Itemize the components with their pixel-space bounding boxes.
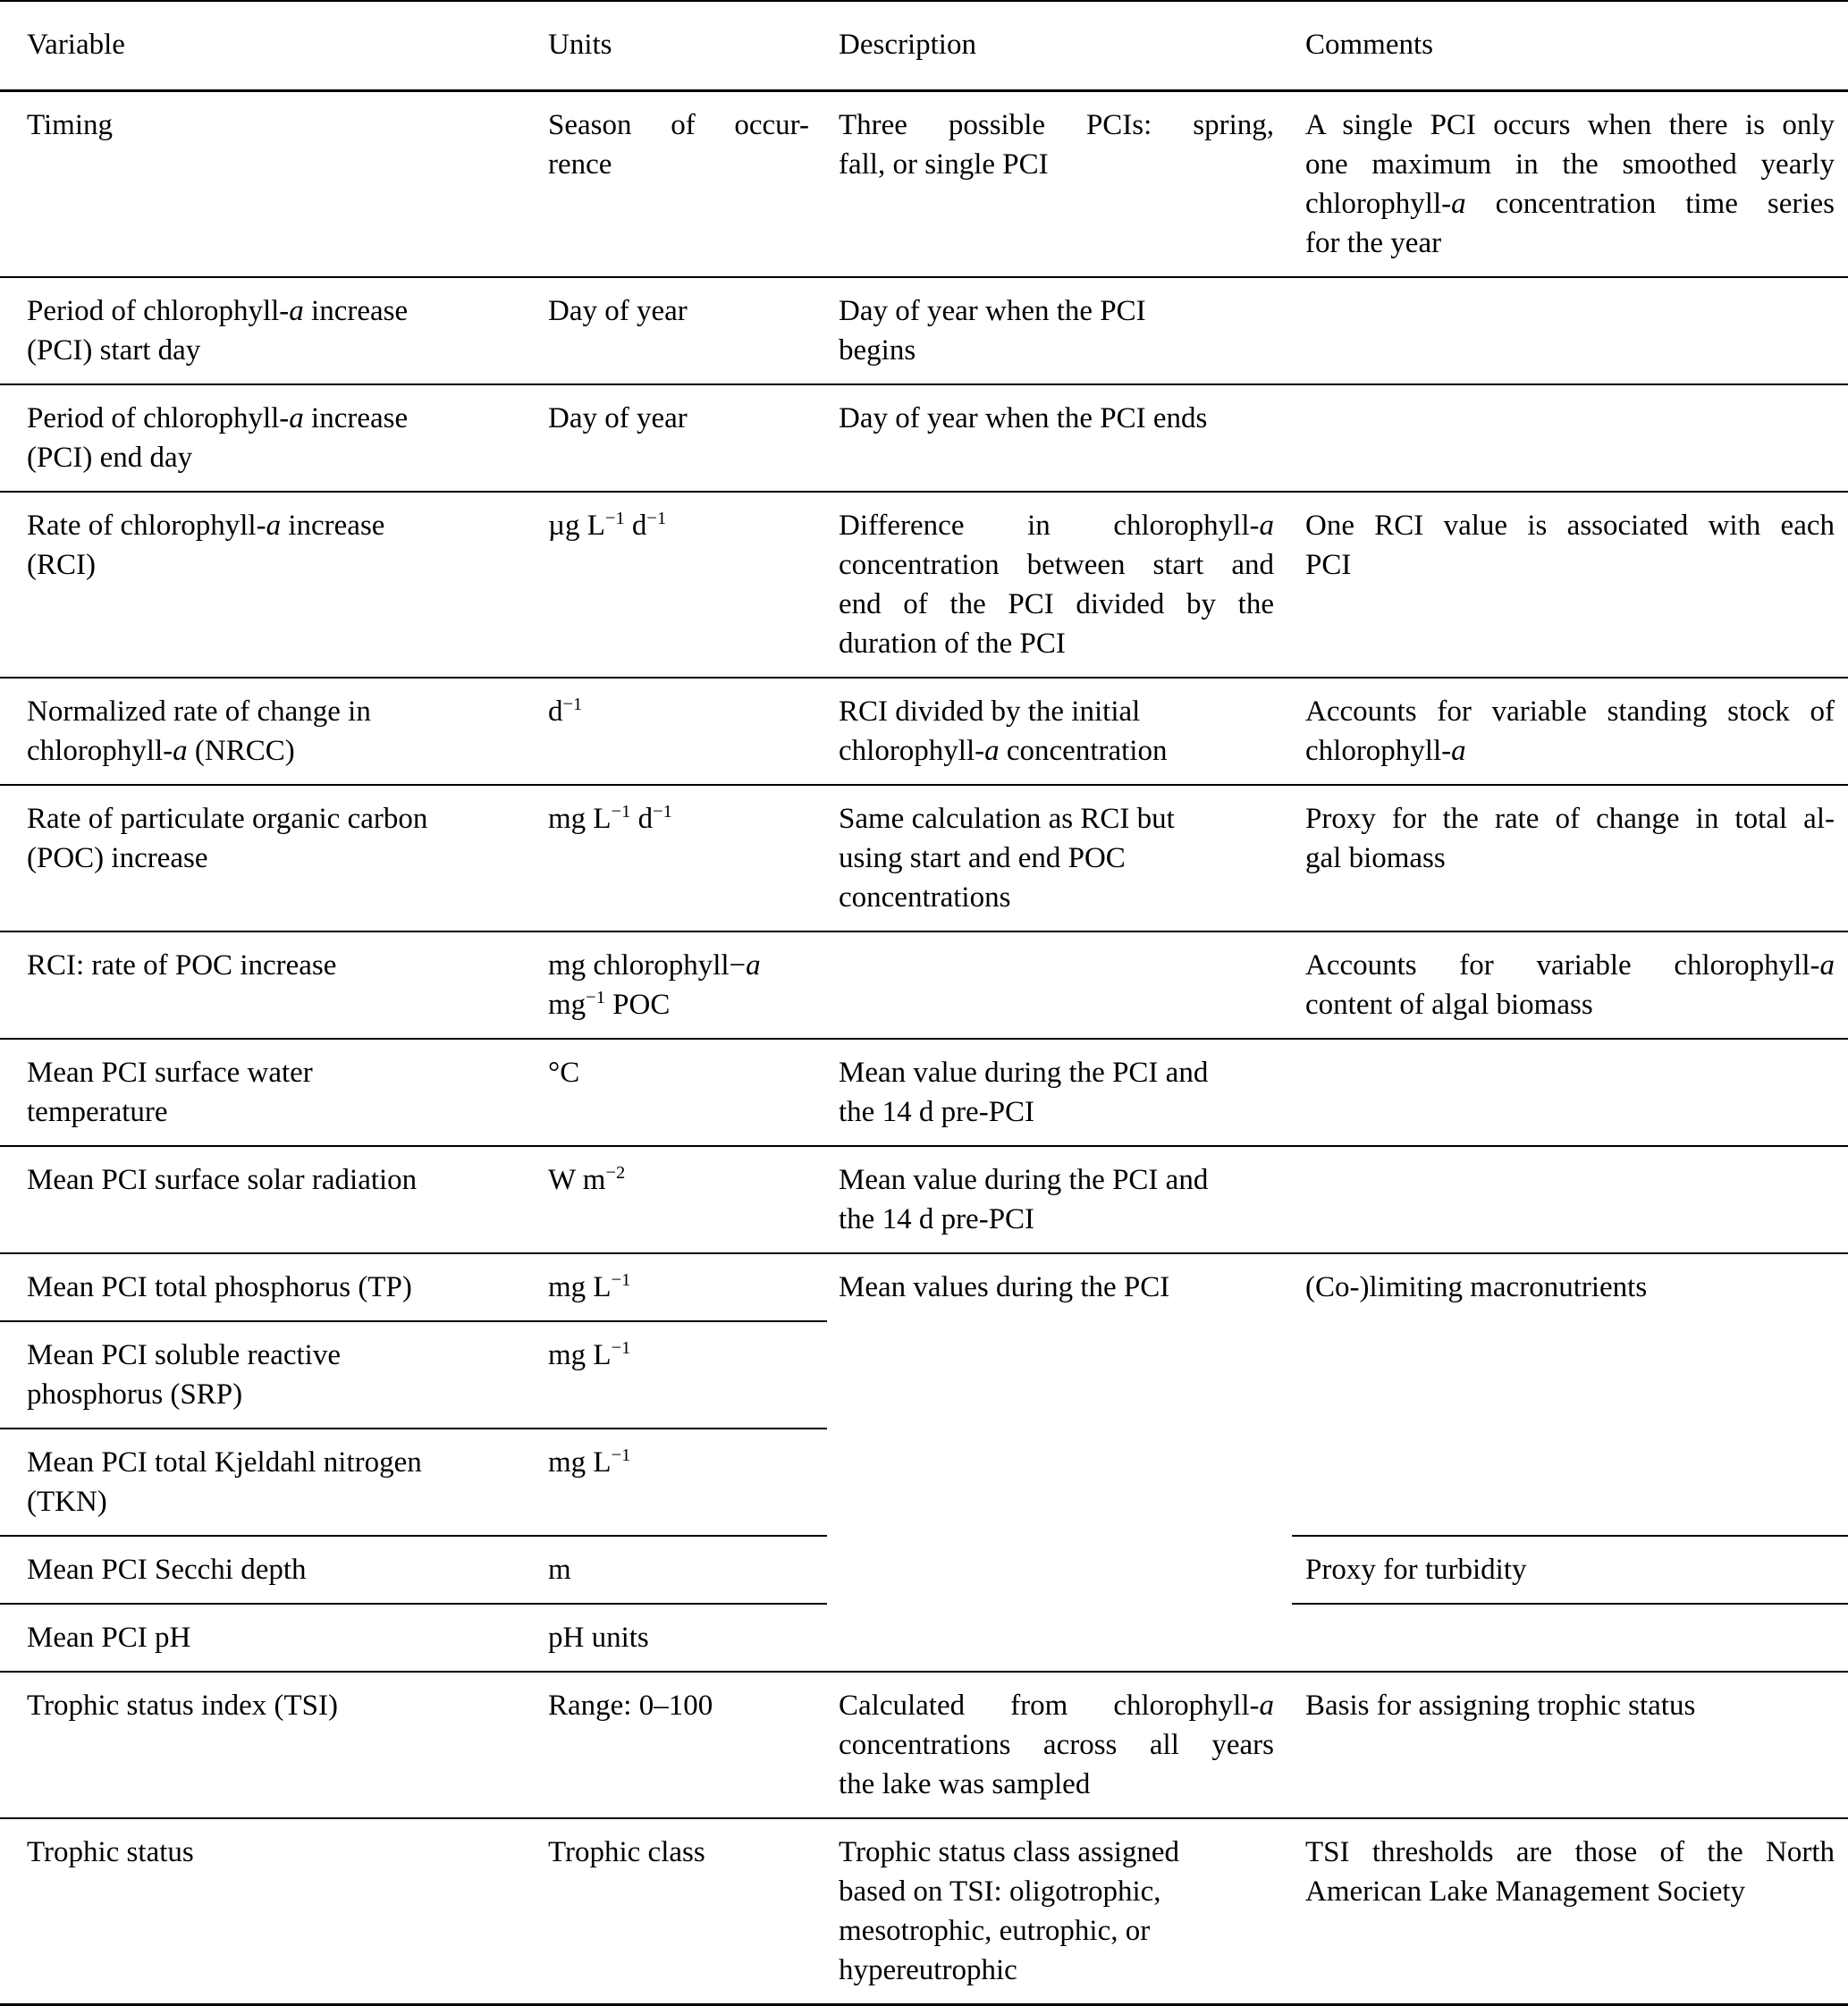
cell-units: $d^{-1}$ bbox=[536, 678, 827, 785]
cell-units: m bbox=[536, 1536, 827, 1604]
cell-variable: Trophic status index (TSI) bbox=[0, 1672, 536, 1818]
cell-comments bbox=[1292, 1604, 1848, 1672]
cell-comments: TSI thresholds are those of the North American Lake Management Society bbox=[1305, 1836, 1835, 1908]
cell-variable: Rate of chlorophyll-a increase (RCI) bbox=[0, 492, 536, 678]
cell-units: mg $L^{-1}$ $d^{-1}$ bbox=[536, 785, 827, 931]
cell-variable: Mean PCI Secchi depth bbox=[0, 1536, 536, 1604]
cell-description: Three possible PCIs: spring, fall, or single PCI bbox=[827, 91, 1292, 278]
cell-variable: RCI: rate of POC increase bbox=[0, 931, 536, 1039]
cell-comments: Accounts for variable standing stock of chlorophyll-a bbox=[1292, 678, 1848, 785]
cell-variable: Period of chlorophyll-a increase (PCI) start day bbox=[0, 277, 536, 384]
row-solar-radiation bbox=[0, 1146, 1848, 1253]
row-rci bbox=[0, 492, 1848, 678]
cell-description: Day of year when the PCI ends bbox=[827, 384, 1292, 492]
cell-variable: Mean PCI pH bbox=[0, 1604, 536, 1672]
cell-description: RCI divided by the initial chlorophyll-a concentration bbox=[827, 678, 1292, 785]
cell-description-merged: Mean values during the PCI bbox=[827, 1253, 1292, 1672]
cell-comments bbox=[1292, 277, 1848, 384]
cell-variable: Timing bbox=[0, 91, 536, 278]
header-row bbox=[0, 1, 1848, 91]
cell-variable: Period of chlorophyll-a increase (PCI) end day bbox=[0, 384, 536, 492]
row-pci-end-day bbox=[0, 384, 1848, 492]
column-header-units: Units bbox=[536, 1, 827, 91]
cell-units: mg chlorophyll−a $mg^{-1}$ POC bbox=[536, 931, 827, 1039]
cell-units: °C bbox=[536, 1039, 827, 1146]
cell-comments bbox=[1292, 384, 1848, 492]
row-nrcc bbox=[0, 678, 1848, 785]
cell-variable: Mean PCI soluble reactive phosphorus (SRP) bbox=[0, 1321, 536, 1429]
cell-units: Range: 0–100 bbox=[536, 1672, 827, 1818]
row-poc-increase bbox=[0, 785, 1848, 931]
row-water-temperature bbox=[0, 1039, 1848, 1146]
cell-variable: Mean PCI total Kjeldahl nitrogen (TKN) bbox=[0, 1429, 536, 1536]
cell-variable: Mean PCI surface solar radiation bbox=[0, 1146, 536, 1253]
cell-units: W $m^{-2}$ bbox=[536, 1146, 827, 1253]
cell-variable: Normalized rate of change in chlorophyll-a (NRCC) bbox=[0, 678, 536, 785]
row-tsi bbox=[0, 1672, 1848, 1818]
column-header-variable: Variable bbox=[0, 1, 536, 91]
row-rci-poc-ratio bbox=[0, 931, 1848, 1039]
cell-units: mg $L^{-1}$ bbox=[536, 1253, 827, 1321]
cell-variable: Mean PCI total phosphorus (TP) bbox=[0, 1253, 536, 1321]
cell-variable: Mean PCI surface water temperature bbox=[0, 1039, 536, 1146]
cell-units: mg $L^{-1}$ bbox=[536, 1321, 827, 1429]
cell-units: Day of year bbox=[536, 384, 827, 492]
cell-comments bbox=[1292, 1039, 1848, 1146]
cell-description: Day of year when the PCI begins bbox=[827, 277, 1292, 384]
column-header-comments: Comments bbox=[1292, 1, 1848, 91]
cell-comments: One RCI value is associated with each PCI bbox=[1292, 492, 1848, 678]
cell-units: µg $L^{-1}$ $d^{-1}$ bbox=[536, 492, 827, 678]
cell-description: Mean value during the PCI and the 14 d pre-PCI bbox=[827, 1146, 1292, 1253]
cell-description bbox=[827, 931, 1292, 1039]
cell-comments bbox=[1292, 1146, 1848, 1253]
cell-comments: Proxy for turbidity bbox=[1292, 1536, 1848, 1604]
cell-comments: Basis for assigning trophic status bbox=[1292, 1672, 1848, 1818]
cell-units: Trophic class bbox=[548, 1836, 705, 1868]
cell-comments-merged: (Co-)limiting macronutrients bbox=[1292, 1253, 1848, 1536]
cell-description: Difference in chlorophyll-a concentration between start and end of the PCI divided by the duration of the PCI bbox=[827, 492, 1292, 678]
cell-comments: Accounts for variable chlorophyll-a content of algal biomass bbox=[1292, 931, 1848, 1039]
cell-units: pH units bbox=[536, 1604, 827, 1672]
cell-description: Calculated from chlorophyll-a concentrations across all years the lake was sampled bbox=[827, 1672, 1292, 1818]
row-total-phosphorus bbox=[0, 1253, 1848, 1321]
cell-variable: Trophic status bbox=[27, 1836, 194, 1868]
cell-comments: A single PCI occurs when there is only one maximum in the smoothed yearly chlorophyll-a concentration time series for the year bbox=[1292, 91, 1848, 278]
row-timing bbox=[0, 91, 1848, 278]
cell-units: Day of year bbox=[536, 277, 827, 384]
cell-units: Season of occur- rence bbox=[536, 91, 827, 278]
cell-units: mg $L^{-1}$ bbox=[536, 1429, 827, 1536]
cell-variable: Rate of particulate organic carbon (POC) increase bbox=[0, 785, 536, 931]
cell-description: Same calculation as RCI but using start and end POC concentrations bbox=[827, 785, 1292, 931]
row-pci-start-day bbox=[0, 277, 1848, 384]
cell-comments: Proxy for the rate of change in total al- gal biomass bbox=[1292, 785, 1848, 931]
column-header-description: Description bbox=[827, 1, 1292, 91]
cell-description: Mean value during the PCI and the 14 d pre-PCI bbox=[827, 1039, 1292, 1146]
cell-description: Trophic status class assigned based on TSI: oligotrophic, mesotrophic, eutrophic, or hypereutrophic bbox=[839, 1836, 1180, 1986]
row-trophic-status bbox=[0, 1818, 1848, 2005]
